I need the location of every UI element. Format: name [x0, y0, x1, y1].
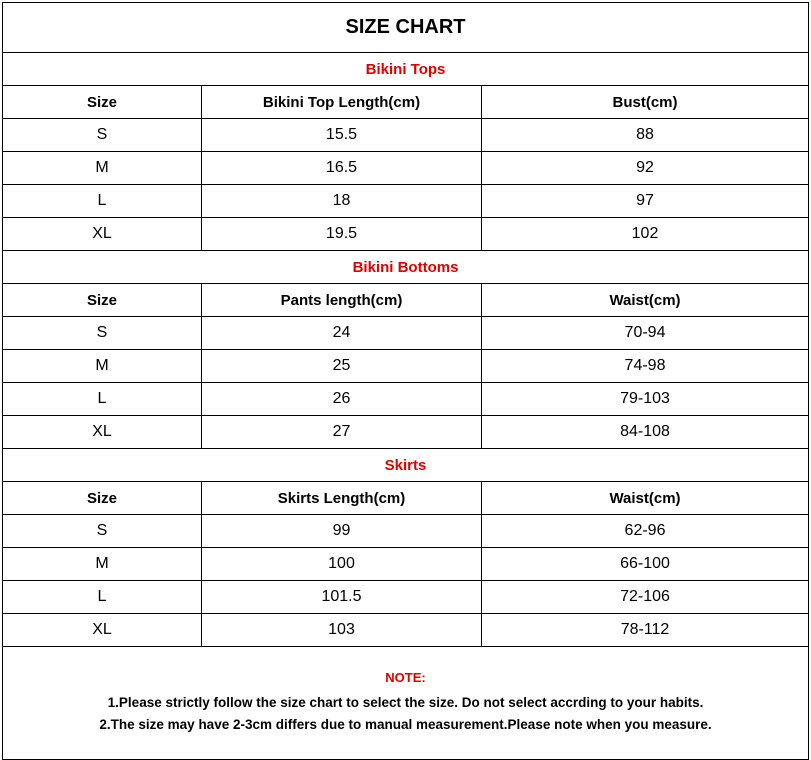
- table-cell: 100: [202, 548, 482, 581]
- table-cell: 74-98: [482, 350, 809, 383]
- table-cell: 16.5: [202, 152, 482, 185]
- section-header-row: [3, 53, 809, 86]
- table-cell: 72-106: [482, 581, 809, 614]
- note-cell: [3, 647, 809, 760]
- table-row: [3, 581, 809, 614]
- table-cell: XL: [3, 218, 202, 251]
- table-cell: 97: [482, 185, 809, 218]
- table-cell: 18: [202, 185, 482, 218]
- section-header-row: [3, 251, 809, 284]
- table-row: [3, 416, 809, 449]
- table-cell: 24: [202, 317, 482, 350]
- column-header: Waist(cm): [482, 482, 809, 515]
- table-cell: XL: [3, 416, 202, 449]
- column-header-row: [3, 482, 809, 515]
- table-row: [3, 317, 809, 350]
- column-header: Skirts Length(cm): [202, 482, 482, 515]
- column-header: Size: [3, 482, 202, 515]
- table-row: [3, 185, 809, 218]
- table-row: [3, 548, 809, 581]
- table-cell: 66-100: [482, 548, 809, 581]
- column-header: Size: [3, 284, 202, 317]
- column-header: Bust(cm): [482, 86, 809, 119]
- table-cell: 78-112: [482, 614, 809, 647]
- table-cell: M: [3, 152, 202, 185]
- table-cell: 70-94: [482, 317, 809, 350]
- table-cell: S: [3, 119, 202, 152]
- title-row: [3, 3, 809, 53]
- table-cell: S: [3, 515, 202, 548]
- table-row: [3, 383, 809, 416]
- note-line-2: 2.The size may have 2-3cm differs due to manual measurement.Please note when you measure.: [99, 717, 712, 732]
- table-cell: 62-96: [482, 515, 809, 548]
- table-cell: 84-108: [482, 416, 809, 449]
- chart-title: SIZE CHART: [3, 3, 809, 53]
- table-cell: 25: [202, 350, 482, 383]
- table-row: [3, 350, 809, 383]
- section-title: Skirts: [3, 449, 809, 482]
- table-cell: 103: [202, 614, 482, 647]
- table-cell: 92: [482, 152, 809, 185]
- table-row: [3, 119, 809, 152]
- column-header: Waist(cm): [482, 284, 809, 317]
- note-row: [3, 647, 809, 760]
- table-cell: 79-103: [482, 383, 809, 416]
- note-line-1: 1.Please strictly follow the size chart to select the size. Do not select accrding to your habits.: [107, 695, 704, 710]
- section-header-row: [3, 449, 809, 482]
- table-cell: S: [3, 317, 202, 350]
- table-cell: 101.5: [202, 581, 482, 614]
- table-cell: XL: [3, 614, 202, 647]
- table-cell: 19.5: [202, 218, 482, 251]
- table-cell: 88: [482, 119, 809, 152]
- table-cell: L: [3, 581, 202, 614]
- table-cell: 27: [202, 416, 482, 449]
- table-cell: 102: [482, 218, 809, 251]
- table-row: [3, 515, 809, 548]
- size-chart-table: [2, 2, 809, 760]
- table-row: [3, 614, 809, 647]
- table-cell: M: [3, 548, 202, 581]
- table-row: [3, 218, 809, 251]
- table-cell: 26: [202, 383, 482, 416]
- section-title: Bikini Tops: [3, 53, 809, 86]
- column-header-row: [3, 86, 809, 119]
- table-cell: L: [3, 185, 202, 218]
- column-header: Pants length(cm): [202, 284, 482, 317]
- table-cell: L: [3, 383, 202, 416]
- column-header: Bikini Top Length(cm): [202, 86, 482, 119]
- table-cell: M: [3, 350, 202, 383]
- column-header-row: [3, 284, 809, 317]
- table-cell: 99: [202, 515, 482, 548]
- table-cell: 15.5: [202, 119, 482, 152]
- note-title: NOTE:: [385, 670, 426, 685]
- column-header: Size: [3, 86, 202, 119]
- section-title: Bikini Bottoms: [3, 251, 809, 284]
- table-row: [3, 152, 809, 185]
